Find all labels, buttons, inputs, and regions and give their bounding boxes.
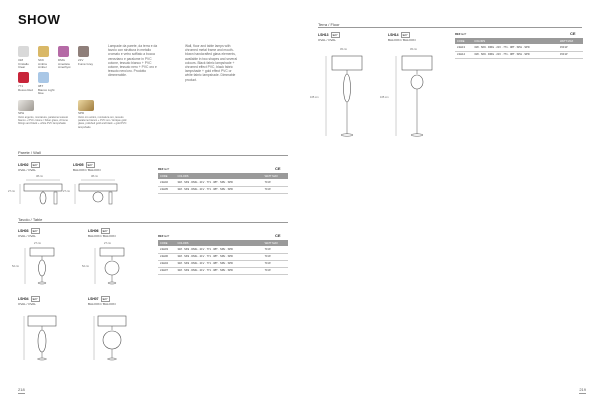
dimension-width: 45 cm: [340, 48, 348, 51]
finish-swatch-sk9: [38, 46, 49, 57]
finish-swatch-08t: [38, 72, 49, 83]
table-row: LSH07 318 · SK9 · DMG · 21V · 771 · 08T · SPH · SPD 70 W: [158, 267, 288, 274]
dimension-width: 38 cm: [36, 175, 44, 178]
dimension-width: 27 cm: [104, 242, 112, 245]
finish-label: 318 Cristallo Clear: [18, 58, 29, 70]
collection-title: SHOW: [18, 12, 61, 27]
product-shape: OVAL / OVAL: [18, 234, 36, 238]
section-table: Tavolo / Table: [18, 217, 288, 223]
finish-swatch-spd: [78, 100, 94, 111]
finish-label: 08T Bianco Light blue: [38, 84, 55, 96]
intro-italian: Lampade da parete, da terra e da tavolo con struttura in metallo cromato e vetro soffiato a bocca veneziano e paralume in PVC cotone, tessuto bianco + PVC cotone, tessuto nero + PVC oro e tessuto nero/oro. Prodotto dimmerabile.: [108, 44, 158, 78]
dimension-height: 27 cm: [8, 190, 16, 193]
table-row: LSH03 318 · SK9 · DMG · 21V · 771 · 08T · SPH · SPD 70 W: [158, 246, 288, 253]
intro-english: Wall, floor and table lamps with chromed metal frame and mouth-blown handcrafted glass elements, available in two shapes and several colours. Black fabric lampshade + chromed effect PVC, black fabric lampshade + gold effect PVC or white fabric lampshade. Dimmable product.: [185, 44, 238, 82]
right-page: [300, 0, 600, 400]
product-shape: BALOON / BALOON: [388, 38, 416, 42]
finish-label: SK9 Ambra Amber: [38, 58, 47, 70]
floor-lamp-baloon-drawing: [392, 50, 442, 142]
section-wall: Parete / Wall: [18, 150, 288, 156]
product-code-lsh02: LSH02 E27: [18, 163, 38, 167]
dimension-width: 27 cm: [34, 242, 42, 245]
dimension-width: 38 cm: [91, 175, 99, 178]
ce-mark: CE: [275, 233, 281, 238]
dimension-height: 27 cm: [63, 190, 71, 193]
wall-lamp-baloon-drawing: [73, 176, 123, 212]
finish-swatch-dmg: [58, 46, 69, 57]
product-shape: OVAL / OVAL: [18, 302, 36, 306]
finish-swatch-21v: [78, 46, 89, 57]
table-lamp-oval-large-drawing: [22, 310, 62, 366]
product-code-lsh05: LSH05 E27: [73, 163, 93, 167]
table-row: LSH06 318 · SK9 · DMG · 21V · 771 · 08T · SPH · SPD 70 W: [158, 253, 288, 260]
product-shape: BALOON / BALOON: [88, 302, 116, 306]
floor-lamp-oval-drawing: [322, 50, 372, 142]
wall-spec-table: CODE COLORS WATT MAX LSH02 318 · SK9 · DMG · 21V · 771 · 08T · SPH · SPD 70 W LSH05 318 · SK9 · DMG · 21V · 771 · 08T · SPH · SPD 70 W: [158, 173, 288, 194]
table-lamp-oval-drawing: [22, 242, 62, 290]
table-row: LSH14 318 · SK9 · DMG · 21V · 771 · 08T · SPH · SPD 150 W: [455, 51, 583, 58]
table-lamp-baloon-large-drawing: [92, 310, 132, 366]
product-code-lsh04: LSH04 E27: [18, 297, 38, 301]
product-shape: OVAL / OVAL: [18, 168, 36, 172]
finish-label: DMG Ametista Amethyst: [58, 58, 71, 70]
product-shape: OVAL / OVAL: [318, 38, 336, 42]
dimension-height: 165 cm: [310, 96, 319, 99]
finish-swatch-318: [18, 46, 29, 57]
finish-swatch-771: [18, 72, 29, 83]
product-code-lsh13: LSH13 E27: [318, 33, 338, 37]
floor-spec-table: CODE COLORS WATT MAX LSH13 318 · SK9 · DMG · 21V · 771 · 08T · SPH · SPD 150 W LSH14 318 · SK9 · DMG · 21V · 771 · 08T · SPH · SPD 150 W: [455, 38, 583, 59]
dimension-width: 45 cm: [410, 48, 418, 51]
section-floor: Terra / Floor: [318, 22, 582, 28]
product-code-lsh07: LSH07 E27: [88, 297, 108, 301]
table-lamp-baloon-drawing: [92, 242, 132, 290]
product-code-lsh14: LSH14 E27: [388, 33, 408, 37]
finish-label: SPH: [18, 111, 25, 115]
wall-table-ref: REF E27: [158, 167, 170, 171]
table-row: LSH13 318 · SK9 · DMG · 21V · 771 · 08T · SPH · SPD 150 W: [455, 44, 583, 51]
dimension-height: 52 cm: [12, 265, 20, 268]
product-code-lsh06: LSH06 E27: [88, 229, 108, 233]
page-number-left: 218: [18, 387, 25, 392]
floor-table-ref: REF E27: [455, 32, 467, 36]
product-shape: BALOON / BALOON: [88, 234, 116, 238]
finish-label: 21V Fumé Grey: [78, 58, 94, 66]
wall-lamp-oval-drawing: [18, 176, 71, 212]
table-row: LSH04 318 · SK9 · DMG · 21V · 771 · 08T · SPH · SPD 70 W: [158, 260, 288, 267]
product-code-lsh03: LSH03 E27: [18, 229, 38, 233]
table-table-ref: REF E27: [158, 234, 170, 238]
dimension-height: 165 cm: [380, 96, 389, 99]
dimension-height: 52 cm: [82, 265, 90, 268]
finish-label: SPD: [78, 111, 85, 115]
ce-mark: CE: [275, 166, 281, 171]
finish-label: 771 Rosso Red: [18, 84, 33, 92]
table-row: LSH02 318 · SK9 · DMG · 21V · 771 · 08T · SPH · SPD 70 W: [158, 179, 288, 186]
table-row: LSH05 318 · SK9 · DMG · 21V · 771 · 08T · SPH · SPD 70 W: [158, 186, 288, 193]
table-spec-table: CODE COLORS WATT MAX LSH03 318 · SK9 · DMG · 21V · 771 · 08T · SPH · SPD 70 W LSH06 318 · SK9 · DMG · 21V · 771 · 08T · SPH · SPD 70 W LSH04 318 · SK9 · DMG · 21V · 771 · 08T · SPH · SPD 70 W LSH07 318 · SK9 · DMG · 21V · 771 · 08T · SPH · SPD 70 W: [158, 240, 288, 275]
product-shape: BALOON / BALOON: [73, 168, 101, 172]
ce-mark: CE: [570, 31, 576, 36]
finish-note-spd: Vetro oro antico, montatura oro, tessuto paralume bianco + PVC oro / Antique gold glass, polished gold and black + gold PVC lampshade: [78, 116, 127, 129]
finish-note-sph: Vetro argento, montatura, paralume tessuto bianco + PVC cotone / Silver glass, chrome fittings and black + white PVC lampshade: [18, 116, 69, 126]
finish-swatch-sph: [18, 100, 34, 111]
page-number-right: 219: [579, 387, 586, 392]
